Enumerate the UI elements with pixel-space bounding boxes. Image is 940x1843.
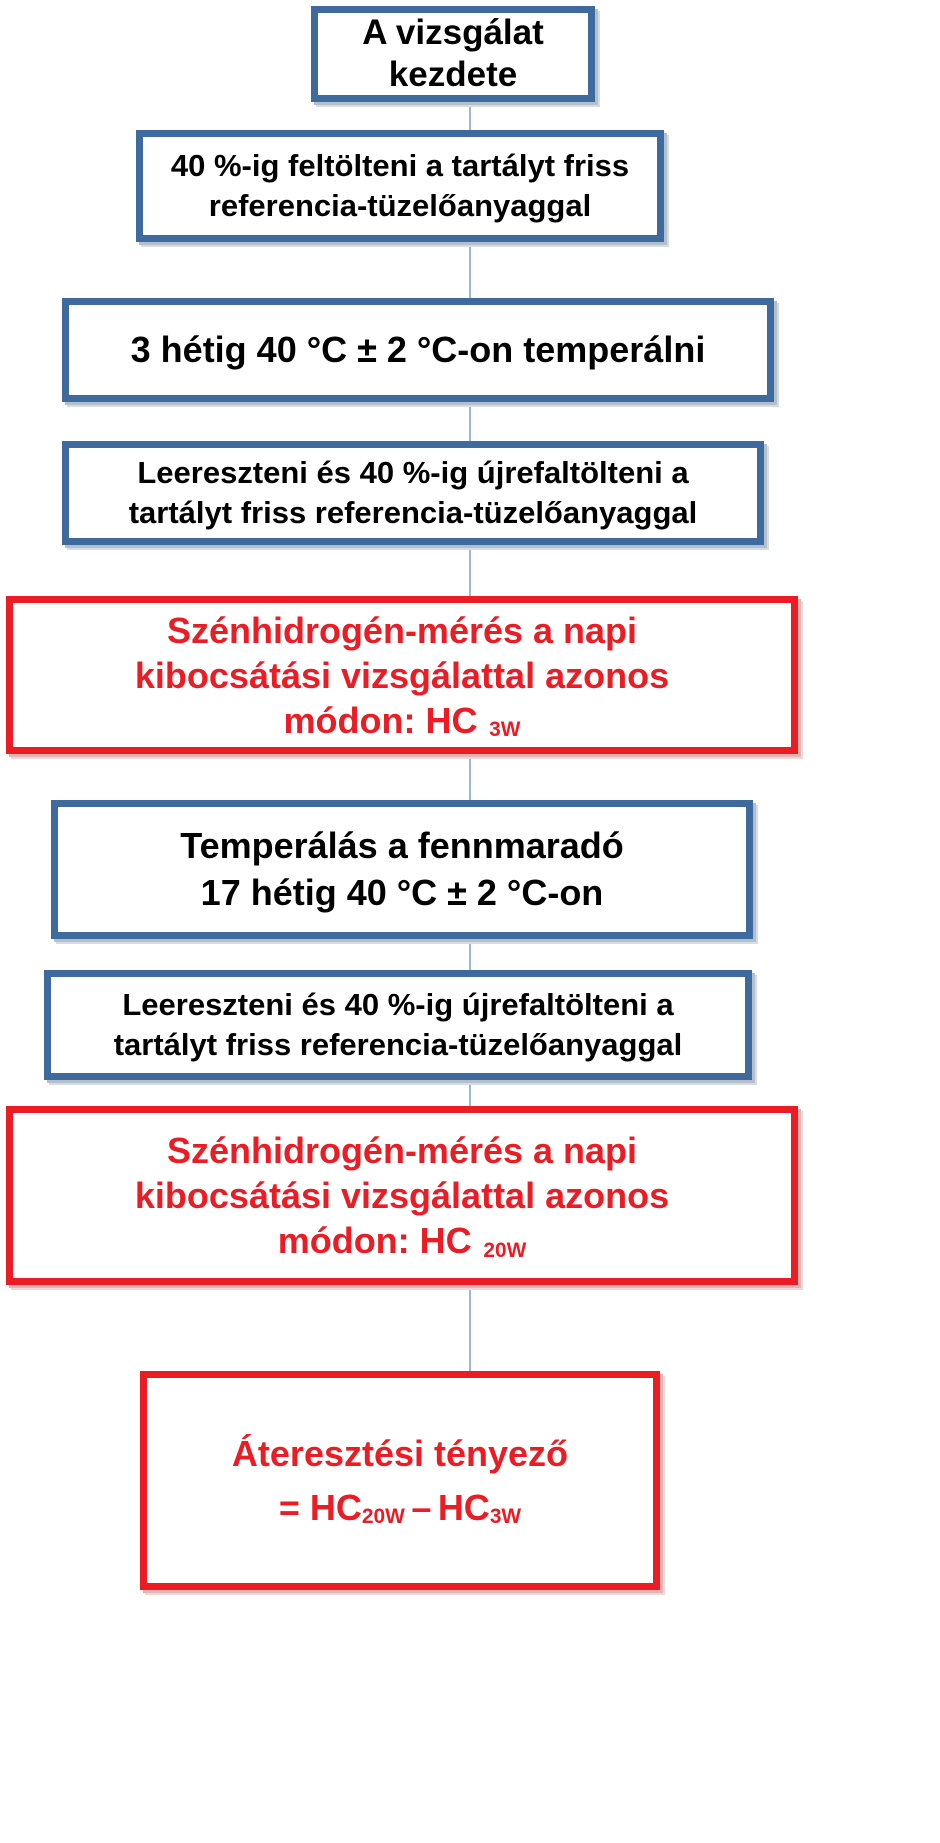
connector-line — [469, 100, 471, 130]
flow-step-hc-measurement-3w — [6, 596, 798, 754]
step-label: referencia-tüzelőanyaggal — [208, 188, 592, 223]
step-label: tartályt friss referencia-tüzelőanyaggal — [113, 1027, 683, 1062]
step-label-text: módon: HC — [277, 1220, 472, 1261]
step-label-text: módon: HC — [283, 699, 478, 741]
hc-subscript: 3W — [489, 718, 521, 742]
step-label: kibocsátási vizsgálattal azonos — [134, 654, 670, 696]
connector-line — [469, 1283, 471, 1373]
step-label: A vizsgálat — [362, 13, 544, 52]
step-label: 17 hétig 40 °C ± 2 °C-on — [200, 871, 604, 913]
connector-line — [469, 937, 471, 972]
flow-step-soak-remaining — [51, 800, 753, 939]
flow-step-permeability-result — [140, 1371, 660, 1590]
step-label: tartályt friss referencia-tüzelőanyaggal — [128, 495, 698, 530]
step-label — [284, 698, 521, 743]
step-label: Leereszteni és 40 %-ig újrefaltölteni a — [137, 454, 689, 490]
step-label: 40 %-ig feltölteni a tartályt friss — [170, 147, 630, 183]
formula-minus: – — [411, 1486, 432, 1528]
connector-line — [469, 543, 471, 598]
formula-sub-20w: 20W — [361, 1505, 405, 1529]
step-label: Leereszteni és 40 %-ig újrefaltölteni a — [122, 986, 674, 1022]
step-label: Temperálás a fennmaradó — [180, 824, 624, 866]
connector-line — [469, 752, 471, 802]
formula-eq: = HC — [278, 1486, 362, 1528]
flow-step-soak-3-weeks — [62, 298, 774, 402]
connector-line — [469, 240, 471, 302]
flow-step-drain-refill-2 — [44, 970, 752, 1080]
flow-step-initial-fill — [136, 130, 664, 242]
flow-step-start — [311, 6, 595, 102]
connector-line — [469, 400, 471, 442]
result-title: Áteresztési tényező — [231, 1432, 569, 1474]
step-label — [278, 1218, 527, 1263]
step-label: Szénhidrogén-mérés a napi — [166, 1130, 638, 1171]
connector-line — [469, 1078, 471, 1108]
result-formula — [279, 1481, 521, 1535]
flow-step-drain-refill — [62, 441, 764, 545]
formula-term: HC — [437, 1486, 490, 1528]
step-label: Szénhidrogén-mérés a napi — [166, 609, 638, 651]
step-label: kibocsátási vizsgálattal azonos — [134, 1175, 670, 1216]
formula-sub-3w: 3W — [489, 1505, 522, 1529]
hc-subscript: 20W — [483, 1238, 527, 1262]
step-label: 3 hétig 40 °C ± 2 °C-on temperálni — [130, 329, 706, 371]
flow-step-hc-measurement-20w — [6, 1106, 798, 1285]
step-label: kezdete — [388, 55, 518, 94]
